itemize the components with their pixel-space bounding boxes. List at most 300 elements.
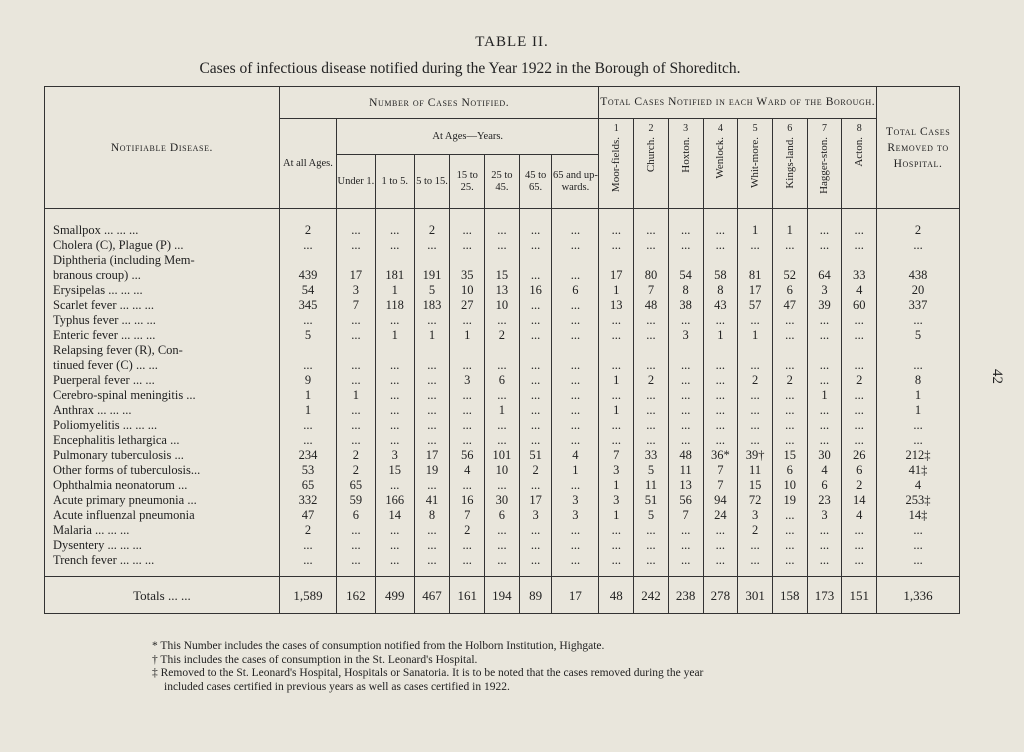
- value-cell: ...: [414, 313, 450, 328]
- ward-number: 1: [613, 123, 619, 134]
- value-cell: ...: [337, 538, 376, 553]
- value-cell: 2: [279, 523, 336, 538]
- table-row: [45, 448, 960, 463]
- value-cell: ...: [842, 523, 877, 538]
- value-cell: 101: [485, 448, 520, 463]
- value-cell: ...: [703, 433, 738, 448]
- value-cell: 72: [738, 493, 773, 508]
- value-cell: 15: [375, 463, 414, 478]
- value-cell: 1: [375, 283, 414, 298]
- ward-number: 5: [752, 123, 758, 134]
- value-cell: 1: [599, 283, 634, 298]
- value-cell: ...: [668, 388, 703, 403]
- disease-name-cell: Dysentery ... ... ...: [45, 538, 280, 553]
- value-cell: ...: [337, 209, 376, 239]
- value-cell: 7: [450, 508, 485, 523]
- value-cell: ...: [599, 523, 634, 538]
- value-cell: ...: [842, 238, 877, 253]
- value-cell: ...: [279, 358, 336, 373]
- value-cell: 5: [279, 328, 336, 343]
- value-cell: 2: [279, 209, 336, 239]
- value-cell: 4: [450, 463, 485, 478]
- value-cell: 3: [807, 283, 842, 298]
- value-cell: ...: [519, 268, 552, 283]
- ward-header-acton: Acton.: [853, 137, 866, 167]
- value-cell: [599, 253, 634, 268]
- value-cell: ...: [337, 328, 376, 343]
- value-cell: ...: [450, 388, 485, 403]
- value-cell: ...: [634, 433, 669, 448]
- value-cell: [337, 343, 376, 358]
- value-cell: ...: [519, 553, 552, 577]
- value-cell: ...: [772, 538, 807, 553]
- table-row: [45, 478, 960, 493]
- age-header-5-15: 5 to 15.: [414, 155, 450, 209]
- value-cell: ...: [337, 403, 376, 418]
- value-cell: ...: [668, 538, 703, 553]
- value-cell: ...: [877, 553, 960, 577]
- value-cell: 234: [279, 448, 336, 463]
- ward-header-whitmore: Whit-more.: [749, 137, 762, 189]
- table-row: [45, 283, 960, 298]
- value-cell: ...: [738, 403, 773, 418]
- page-number: 42: [989, 369, 1005, 384]
- value-cell: ...: [842, 209, 877, 239]
- value-cell: ...: [842, 313, 877, 328]
- value-cell: 23: [807, 493, 842, 508]
- value-cell: ...: [279, 418, 336, 433]
- value-cell: ...: [375, 238, 414, 253]
- value-cell: ...: [703, 538, 738, 553]
- value-cell: ...: [414, 553, 450, 577]
- value-cell: 3: [552, 508, 599, 523]
- total-value-cell: 158: [772, 577, 807, 614]
- value-cell: ...: [738, 418, 773, 433]
- value-cell: ...: [337, 553, 376, 577]
- value-cell: 33: [842, 268, 877, 283]
- value-cell: 3: [450, 373, 485, 388]
- disease-name-cell: Scarlet fever ... ... ...: [45, 298, 280, 313]
- value-cell: [519, 253, 552, 268]
- infectious-disease-table: [44, 86, 960, 614]
- disease-header: Notifiable Disease.: [45, 87, 280, 209]
- value-cell: ...: [450, 433, 485, 448]
- value-cell: ...: [375, 358, 414, 373]
- value-cell: 439: [279, 268, 336, 283]
- value-cell: ...: [519, 538, 552, 553]
- disease-name-cell: branous croup) ...: [45, 268, 280, 283]
- table-row: [45, 433, 960, 448]
- value-cell: ...: [414, 388, 450, 403]
- value-cell: ...: [519, 388, 552, 403]
- value-cell: ...: [807, 328, 842, 343]
- value-cell: 4: [552, 448, 599, 463]
- ward-header-wenlock: Wenlock.: [714, 137, 727, 179]
- value-cell: ...: [772, 388, 807, 403]
- value-cell: ...: [877, 313, 960, 328]
- value-cell: ...: [485, 209, 520, 239]
- value-cell: 56: [450, 448, 485, 463]
- value-cell: 1: [877, 388, 960, 403]
- value-cell: ...: [519, 373, 552, 388]
- disease-name-cell: Other forms of tuberculosis...: [45, 463, 280, 478]
- value-cell: ...: [599, 553, 634, 577]
- table-row: [45, 313, 960, 328]
- value-cell: ...: [772, 508, 807, 523]
- value-cell: [772, 253, 807, 268]
- footnote-dagger: † This includes the cases of consumption in the St. Leonard's Hospital.: [152, 653, 478, 666]
- all-ages-header: At all Ages.: [279, 119, 336, 209]
- value-cell: 6: [842, 463, 877, 478]
- table-row: [45, 538, 960, 553]
- value-cell: 94: [703, 493, 738, 508]
- value-cell: 1: [599, 373, 634, 388]
- value-cell: 59: [337, 493, 376, 508]
- value-cell: ...: [877, 433, 960, 448]
- disease-name-cell: tinued fever (C) ... ...: [45, 358, 280, 373]
- value-cell: 14: [842, 493, 877, 508]
- value-cell: 7: [599, 448, 634, 463]
- value-cell: ...: [485, 388, 520, 403]
- value-cell: ...: [599, 209, 634, 239]
- value-cell: [552, 253, 599, 268]
- table-title: TABLE II.: [475, 34, 549, 50]
- value-cell: ...: [668, 403, 703, 418]
- value-cell: 27: [450, 298, 485, 313]
- value-cell: 14: [375, 508, 414, 523]
- value-cell: ...: [599, 433, 634, 448]
- ward-header-church: Church.: [644, 137, 657, 173]
- value-cell: ...: [599, 358, 634, 373]
- disease-name-cell: Cholera (C), Plague (P) ...: [45, 238, 280, 253]
- value-cell: 7: [703, 463, 738, 478]
- value-cell: ...: [842, 538, 877, 553]
- value-cell: [842, 343, 877, 358]
- value-cell: ...: [519, 238, 552, 253]
- value-cell: [807, 253, 842, 268]
- value-cell: ...: [279, 238, 336, 253]
- ward-number: 4: [717, 123, 723, 134]
- value-cell: ...: [807, 209, 842, 239]
- value-cell: 3: [599, 493, 634, 508]
- value-cell: 3: [552, 493, 599, 508]
- value-cell: ...: [552, 313, 599, 328]
- value-cell: 5: [634, 463, 669, 478]
- value-cell: ...: [703, 403, 738, 418]
- value-cell: 30: [807, 448, 842, 463]
- value-cell: 1: [552, 463, 599, 478]
- value-cell: [772, 343, 807, 358]
- table-row: [45, 373, 960, 388]
- value-cell: ...: [634, 328, 669, 343]
- value-cell: ...: [807, 538, 842, 553]
- value-cell: ...: [552, 523, 599, 538]
- value-cell: ...: [703, 209, 738, 239]
- table-row: [45, 298, 960, 313]
- value-cell: ...: [807, 373, 842, 388]
- value-cell: ...: [668, 313, 703, 328]
- value-cell: ...: [279, 313, 336, 328]
- value-cell: [877, 343, 960, 358]
- value-cell: [375, 343, 414, 358]
- value-cell: ...: [337, 313, 376, 328]
- value-cell: 19: [414, 463, 450, 478]
- value-cell: ...: [375, 373, 414, 388]
- value-cell: ...: [634, 313, 669, 328]
- value-cell: ...: [414, 238, 450, 253]
- value-cell: ...: [552, 358, 599, 373]
- value-cell: 6: [485, 373, 520, 388]
- value-cell: 8: [414, 508, 450, 523]
- value-cell: ...: [414, 403, 450, 418]
- footnotes: [152, 640, 912, 694]
- value-cell: ...: [519, 328, 552, 343]
- value-cell: ...: [485, 553, 520, 577]
- value-cell: ...: [375, 433, 414, 448]
- value-cell: ...: [703, 238, 738, 253]
- disease-name-cell: Ophthalmia neonatorum ...: [45, 478, 280, 493]
- value-cell: ...: [279, 538, 336, 553]
- value-cell: ...: [772, 238, 807, 253]
- value-cell: 10: [485, 463, 520, 478]
- table-row: [45, 508, 960, 523]
- value-cell: ...: [634, 238, 669, 253]
- value-cell: 1: [599, 508, 634, 523]
- value-cell: ...: [599, 328, 634, 343]
- value-cell: 118: [375, 298, 414, 313]
- disease-name-cell: Cerebro-spinal meningitis ...: [45, 388, 280, 403]
- value-cell: [703, 343, 738, 358]
- disease-name-cell: Typhus fever ... ... ...: [45, 313, 280, 328]
- value-cell: ...: [634, 538, 669, 553]
- value-cell: ...: [668, 209, 703, 239]
- value-cell: ...: [634, 553, 669, 577]
- value-cell: [485, 343, 520, 358]
- value-cell: [450, 253, 485, 268]
- footnote-double-dagger-continued: included cases certified in previous years as well as cases certified in 1922.: [164, 680, 510, 693]
- value-cell: 39: [807, 298, 842, 313]
- value-cell: [450, 343, 485, 358]
- value-cell: 51: [634, 493, 669, 508]
- table-row: [45, 463, 960, 478]
- value-cell: ...: [450, 478, 485, 493]
- value-cell: 3: [337, 283, 376, 298]
- value-cell: ...: [450, 358, 485, 373]
- value-cell: ...: [703, 523, 738, 538]
- value-cell: ...: [668, 433, 703, 448]
- value-cell: 1: [738, 328, 773, 343]
- value-cell: 2: [485, 328, 520, 343]
- value-cell: ...: [485, 418, 520, 433]
- value-cell: ...: [668, 553, 703, 577]
- value-cell: 1: [337, 388, 376, 403]
- value-cell: 3: [519, 508, 552, 523]
- value-cell: 3: [668, 328, 703, 343]
- value-cell: 41‡: [877, 463, 960, 478]
- disease-name-cell: Puerperal fever ... ...: [45, 373, 280, 388]
- value-cell: 54: [668, 268, 703, 283]
- total-value-cell: 1,336: [877, 577, 960, 614]
- value-cell: ...: [877, 238, 960, 253]
- value-cell: [519, 343, 552, 358]
- value-cell: ...: [599, 313, 634, 328]
- value-cell: 2: [772, 373, 807, 388]
- value-cell: ...: [807, 313, 842, 328]
- value-cell: 4: [877, 478, 960, 493]
- value-cell: 2: [738, 373, 773, 388]
- disease-name-cell: Relapsing fever (R), Con-: [45, 343, 280, 358]
- value-cell: ...: [552, 238, 599, 253]
- value-cell: 1: [279, 388, 336, 403]
- value-cell: 30: [485, 493, 520, 508]
- value-cell: ...: [375, 418, 414, 433]
- table-subtitle: Cases of infectious disease notified during the Year 1922 in the Borough of Shoreditch.: [199, 60, 741, 77]
- value-cell: 17: [519, 493, 552, 508]
- value-cell: ...: [485, 313, 520, 328]
- value-cell: ...: [414, 538, 450, 553]
- value-cell: [668, 253, 703, 268]
- value-cell: [842, 253, 877, 268]
- value-cell: 15: [738, 478, 773, 493]
- value-cell: ...: [337, 418, 376, 433]
- value-cell: ...: [703, 358, 738, 373]
- value-cell: ...: [772, 328, 807, 343]
- value-cell: 38: [668, 298, 703, 313]
- value-cell: 15: [772, 448, 807, 463]
- value-cell: [668, 343, 703, 358]
- value-cell: ...: [519, 403, 552, 418]
- value-cell: 13: [485, 283, 520, 298]
- total-value-cell: 173: [807, 577, 842, 614]
- value-cell: ...: [450, 538, 485, 553]
- value-cell: ...: [634, 523, 669, 538]
- value-cell: 2: [519, 463, 552, 478]
- value-cell: 26: [842, 448, 877, 463]
- total-value-cell: 242: [634, 577, 669, 614]
- value-cell: 6: [485, 508, 520, 523]
- value-cell: 1: [375, 328, 414, 343]
- value-cell: 166: [375, 493, 414, 508]
- age-header-45-65: 45 to 65.: [519, 155, 552, 209]
- value-cell: ...: [668, 373, 703, 388]
- value-cell: ...: [634, 403, 669, 418]
- table-row: [45, 343, 960, 358]
- value-cell: ...: [703, 418, 738, 433]
- value-cell: 1: [599, 478, 634, 493]
- value-cell: 181: [375, 268, 414, 283]
- value-cell: 56: [668, 493, 703, 508]
- value-cell: ...: [668, 238, 703, 253]
- value-cell: 10: [772, 478, 807, 493]
- value-cell: ...: [485, 238, 520, 253]
- value-cell: 41: [414, 493, 450, 508]
- value-cell: ...: [877, 418, 960, 433]
- value-cell: ...: [375, 478, 414, 493]
- value-cell: ...: [634, 358, 669, 373]
- table-row: [45, 268, 960, 283]
- value-cell: ...: [842, 358, 877, 373]
- value-cell: ...: [519, 313, 552, 328]
- value-cell: ...: [703, 553, 738, 577]
- disease-name-cell: Anthrax ... ... ...: [45, 403, 280, 418]
- value-cell: ...: [738, 313, 773, 328]
- value-cell: 10: [450, 283, 485, 298]
- value-cell: 2: [414, 209, 450, 239]
- value-cell: ...: [552, 209, 599, 239]
- value-cell: 48: [634, 298, 669, 313]
- value-cell: 183: [414, 298, 450, 313]
- value-cell: 2: [450, 523, 485, 538]
- value-cell: [877, 253, 960, 268]
- value-cell: 1: [738, 209, 773, 239]
- value-cell: 6: [337, 508, 376, 523]
- value-cell: 337: [877, 298, 960, 313]
- value-cell: [279, 343, 336, 358]
- value-cell: ...: [807, 553, 842, 577]
- value-cell: 13: [668, 478, 703, 493]
- value-cell: ...: [772, 403, 807, 418]
- value-cell: 57: [738, 298, 773, 313]
- value-cell: ...: [668, 418, 703, 433]
- value-cell: ...: [485, 433, 520, 448]
- value-cell: ...: [599, 418, 634, 433]
- value-cell: 3: [738, 508, 773, 523]
- value-cell: ...: [375, 313, 414, 328]
- value-cell: [807, 343, 842, 358]
- value-cell: 6: [552, 283, 599, 298]
- value-cell: [634, 253, 669, 268]
- value-cell: ...: [772, 418, 807, 433]
- value-cell: 3: [375, 448, 414, 463]
- value-cell: 2: [842, 373, 877, 388]
- value-cell: 65: [279, 478, 336, 493]
- disease-name-cell: Enteric fever ... ... ...: [45, 328, 280, 343]
- value-cell: 2: [337, 448, 376, 463]
- value-cell: ...: [414, 433, 450, 448]
- value-cell: 2: [842, 478, 877, 493]
- table-row: [45, 388, 960, 403]
- value-cell: ...: [877, 523, 960, 538]
- totals-label: Totals ... ...: [45, 577, 280, 614]
- value-cell: ...: [703, 313, 738, 328]
- value-cell: 80: [634, 268, 669, 283]
- disease-name-cell: Pulmonary tuberculosis ...: [45, 448, 280, 463]
- value-cell: ...: [279, 553, 336, 577]
- value-cell: ...: [375, 553, 414, 577]
- disease-name-cell: Smallpox ... ... ...: [45, 209, 280, 239]
- value-cell: 7: [668, 508, 703, 523]
- wards-header: Total Cases Notified in each Ward of the Borough.: [599, 87, 877, 119]
- total-value-cell: 17: [552, 577, 599, 614]
- disease-name-cell: Trench fever ... ... ...: [45, 553, 280, 577]
- value-cell: 47: [772, 298, 807, 313]
- ward-number: 6: [787, 123, 793, 134]
- value-cell: ...: [519, 418, 552, 433]
- age-header-65-up: 65 and up-wards.: [552, 155, 599, 209]
- total-value-cell: 151: [842, 577, 877, 614]
- value-cell: ...: [552, 373, 599, 388]
- table-row: [45, 328, 960, 343]
- value-cell: 17: [738, 283, 773, 298]
- value-cell: 13: [599, 298, 634, 313]
- value-cell: ...: [414, 523, 450, 538]
- value-cell: ...: [552, 418, 599, 433]
- value-cell: 2: [877, 209, 960, 239]
- value-cell: 1: [807, 388, 842, 403]
- ward-number: 8: [856, 123, 862, 134]
- value-cell: 1: [772, 209, 807, 239]
- value-cell: 20: [877, 283, 960, 298]
